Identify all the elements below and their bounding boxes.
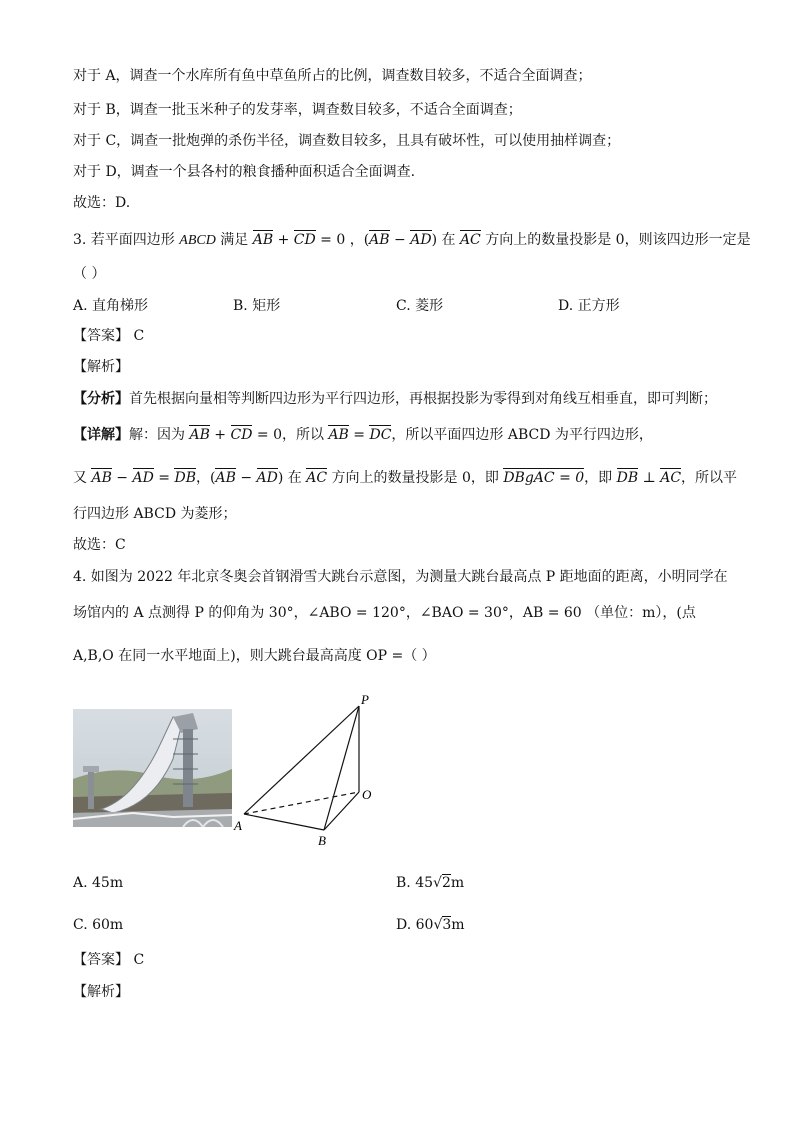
label-a: A [234,818,242,833]
q3-analysis: 【分析】首先根据向量相等判断四边形为平行四边形，再根据投影为零得到对角线互相垂直，即可判断； [73,391,717,407]
pyramid-diagram [232,688,382,848]
q3-detail-1: 【详解】解：因为 AB + CD = 0，所以 AB = DC，所以平面四边形 ABCD 为平行四边形， [73,427,653,443]
q4-option-b: B. 45√2m [396,875,465,891]
solution-line-c: 对于 C，调查一批炮弹的杀伤半径，调查数目较多，且具有破坏性，可以使用抽样调查； [73,133,621,149]
q4-jiexi: 【解析】 [73,984,129,1000]
q4-option-d: D. 60√3m [396,917,465,933]
choose-d: 故选：D. [73,195,131,211]
q3-choose: 故选：C [73,537,126,553]
label-o: O [362,787,372,802]
q3-jiexi: 【解析】 [73,359,129,375]
q4-stem-1: 4. 如图为 2022 年北京冬奥会首钢滑雪大跳台示意图，为测量大跳台最高点 P 距地面的距离，小明同学在 [73,569,728,585]
q4-stem-3: A,B,O 在同一水平地面上)，则大跳台最高高度 OP =（ ） [73,648,436,664]
q4-option-c: C. 60m [73,917,124,933]
sqrt-symbol: √ [433,875,442,891]
sqrt-symbol: √ [433,917,443,933]
solution-line-a: 对于 A，调查一个水库所有鱼中草鱼所占的比例，调查数目较多，不适合全面调查； [73,68,592,84]
q3-detail-3: 行四边形 ABCD 为菱形； [73,506,237,522]
q4-answer: 【答案】 C [73,952,145,968]
q4-option-a: A. 45m [73,875,124,891]
q3-paren: （ ） [73,266,106,282]
solution-line-b: 对于 B，调查一批玉米种子的发芽率，调查数目较多，不适合全面调查； [73,102,522,118]
ski-jump-photo [73,709,232,827]
q4-stem-2: 场馆内的 A 点测得 P 的仰角为 30°，∠ABO = 120°，∠BAO = 30°，AB = 60 （单位：m），(点 [73,605,696,621]
q3-stem: 3. 若平面四边形 ABCD 满足 AB + CD = 0 ，(AB − AD) 在 AC 方向上的数量投影是 0，则该四边形一定是 [73,232,751,248]
q3-detail-2: 又 AB − AD = DB，(AB − AD) 在 AC 方向上的数量投影是 0，即 DBgAC = 0，即 DB ⊥ AC，所以平 [73,470,738,486]
q3-option-c: C. 菱形 [396,298,444,314]
q3-option-a: A. 直角梯形 [73,298,149,314]
q3-option-b: B. 矩形 [233,298,281,314]
label-p: P [361,692,369,707]
q3-answer: 【答案】 C [73,328,145,344]
q3-option-d: D. 正方形 [558,298,620,314]
solution-line-d: 对于 D，调查一个县各村的粮食播种面积适合全面调查. [73,164,416,180]
label-b: B [318,833,326,848]
